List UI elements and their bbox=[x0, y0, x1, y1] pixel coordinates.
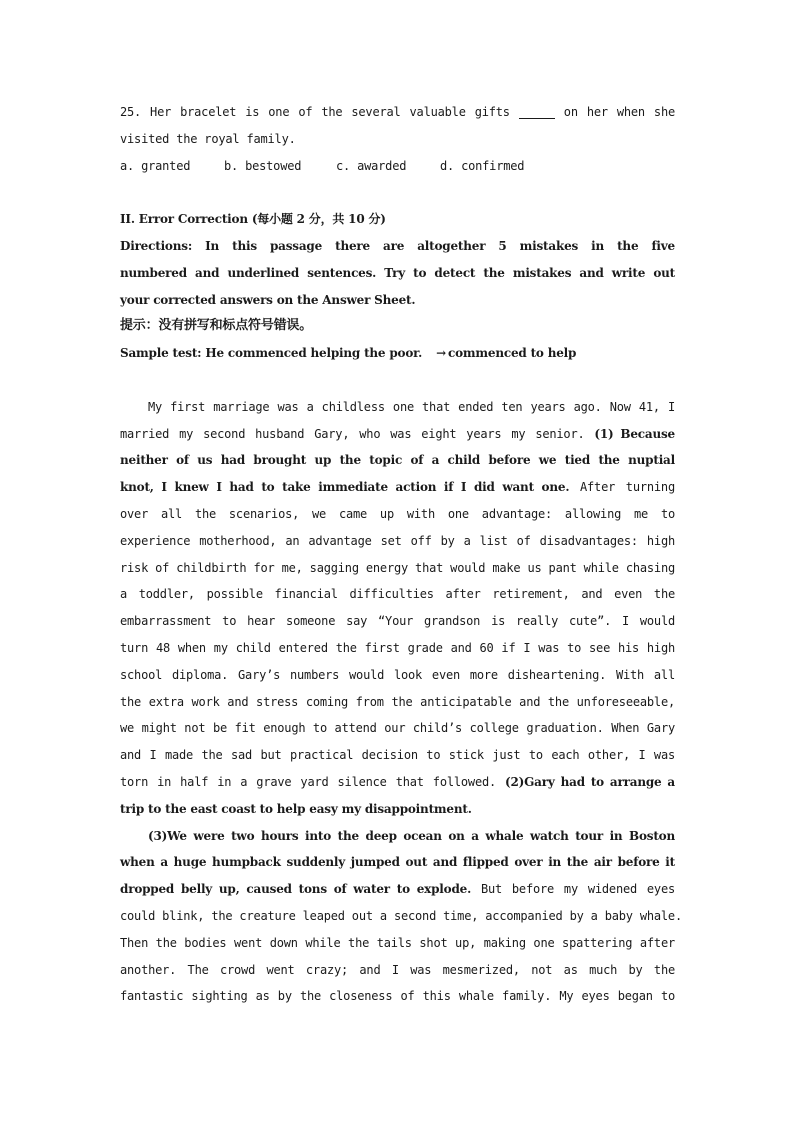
passage-text: over all the scenarios, we came up with one advantage: allowing me to bbox=[120, 506, 675, 521]
passage-line bbox=[120, 796, 675, 823]
spacer bbox=[120, 367, 675, 394]
passage-text: torn in half in a grave yard silence that followed. bbox=[120, 774, 506, 789]
passage-paragraph-1 bbox=[120, 394, 675, 823]
directions-line-2: numbered and underlined sentences. Try to detect the mistakes and write out bbox=[120, 265, 675, 280]
underlined-sentence: when a huge humpback suddenly jumped out and flipped over in the air before it bbox=[120, 855, 675, 870]
passage-line bbox=[120, 689, 675, 716]
passage-line bbox=[120, 903, 682, 930]
passage-line bbox=[120, 769, 675, 796]
passage-line bbox=[120, 555, 675, 582]
passage-line bbox=[120, 823, 675, 850]
question-25-options bbox=[120, 153, 675, 180]
passage-text: and I made the sad but practical decision to stick just to each other, I was bbox=[120, 748, 675, 763]
answer-blank bbox=[519, 106, 555, 119]
passage-line bbox=[120, 581, 675, 608]
hint-text: 提示：没有拼写和标点符号错误。 bbox=[120, 318, 313, 334]
passage-line bbox=[120, 876, 675, 903]
passage-line bbox=[120, 608, 675, 635]
passage-line bbox=[120, 528, 675, 555]
passage-text: My first marriage was a childless one that ended ten years ago. Now 41, I bbox=[148, 399, 675, 414]
passage-paragraph-2 bbox=[120, 823, 682, 1011]
option-c: c. awarded bbox=[336, 158, 407, 173]
underlined-sentence: neither of us had brought up the topic of a child before we tied the nuptial bbox=[120, 453, 675, 468]
passage-text: turn 48 when my child entered the first grade and 60 if I was to see his high bbox=[120, 640, 675, 655]
passage-line bbox=[120, 957, 675, 984]
passage-text: a toddler, possible financial difficulties after retirement, and even the bbox=[120, 587, 675, 602]
passage-text: another. The crowd went crazy; and I was mesmerized, not as much by the bbox=[120, 962, 675, 977]
section-heading: II. Error Correction (每小题 2 分，共 10 分) bbox=[120, 212, 386, 227]
underlined-sentence: (3)We were two hours into the deep ocean on a whale watch tour in Boston bbox=[148, 828, 675, 843]
sample-test: Sample test: He commenced helping the poor. → commenced to help bbox=[120, 340, 675, 367]
passage-line bbox=[120, 635, 675, 662]
passage-line bbox=[120, 742, 675, 769]
question-25-line-2: visited the royal family. bbox=[120, 131, 296, 146]
passage-line bbox=[120, 849, 675, 876]
passage-text: risk of childbirth for me, sagging energy that would make us pant while chasing bbox=[120, 560, 675, 575]
spacer bbox=[120, 179, 675, 206]
passage-text: the extra work and stress coming from the anticipatable and the unforeseeable, bbox=[120, 694, 675, 709]
passage-line bbox=[120, 421, 675, 448]
passage-text: experience motherhood, an advantage set off by a list of disadvantages: high bbox=[120, 533, 675, 548]
underlined-sentence: (2)Gary had to arrange a bbox=[505, 774, 676, 789]
passage-text: we might not be fit enough to attend our child’s college graduation. When Gary bbox=[120, 721, 675, 736]
question-25-line-1: 25. Her bracelet is one of the several valuable gifts on her when she bbox=[120, 105, 676, 119]
passage-text: embarrassment to hear someone say “Your grandson is really cute”. I would bbox=[120, 614, 675, 629]
option-d: d. confirmed bbox=[440, 158, 525, 173]
underlined-sentence: knot, I knew I had to take immediate action if I did want one. bbox=[120, 480, 570, 495]
passage-line bbox=[120, 474, 675, 501]
passage-text: After turning bbox=[569, 480, 675, 495]
arrow-icon: → bbox=[436, 346, 447, 361]
underlined-sentence: (1) Because bbox=[594, 426, 675, 441]
passage-line bbox=[120, 501, 675, 528]
passage-line bbox=[120, 662, 675, 689]
passage-text: could blink, the creature leaped out a second time, accompanied by a baby whale. bbox=[120, 908, 682, 923]
document-page bbox=[120, 99, 682, 1010]
passage-text: school diploma. Gary’s numbers would look even more disheartening. With all bbox=[120, 667, 675, 682]
passage-line bbox=[120, 983, 675, 1010]
passage-line bbox=[120, 394, 675, 421]
option-b: b. bestowed bbox=[224, 158, 302, 173]
passage-line bbox=[120, 447, 675, 474]
passage-text: But before my widened eyes bbox=[471, 882, 675, 897]
passage-text: married my second husband Gary, who was eight years my senior. bbox=[120, 426, 595, 441]
option-a: a. granted bbox=[120, 158, 191, 173]
directions-line-1: Directions: In this passage there are altogether 5 mistakes in the five bbox=[120, 238, 675, 253]
passage-text: fantastic sighting as by the closeness of this whale family. My eyes began to bbox=[120, 989, 675, 1004]
passage-text: Then the bodies went down while the tails shot up, making one spattering after bbox=[120, 935, 675, 950]
passage-line bbox=[120, 930, 675, 957]
passage-line bbox=[120, 715, 675, 742]
underlined-sentence: trip to the east coast to help easy my disappointment. bbox=[120, 801, 472, 816]
directions-line-3: your corrected answers on the Answer Sheet. bbox=[120, 292, 416, 307]
underlined-sentence: dropped belly up, caused tons of water to explode. bbox=[120, 882, 472, 897]
